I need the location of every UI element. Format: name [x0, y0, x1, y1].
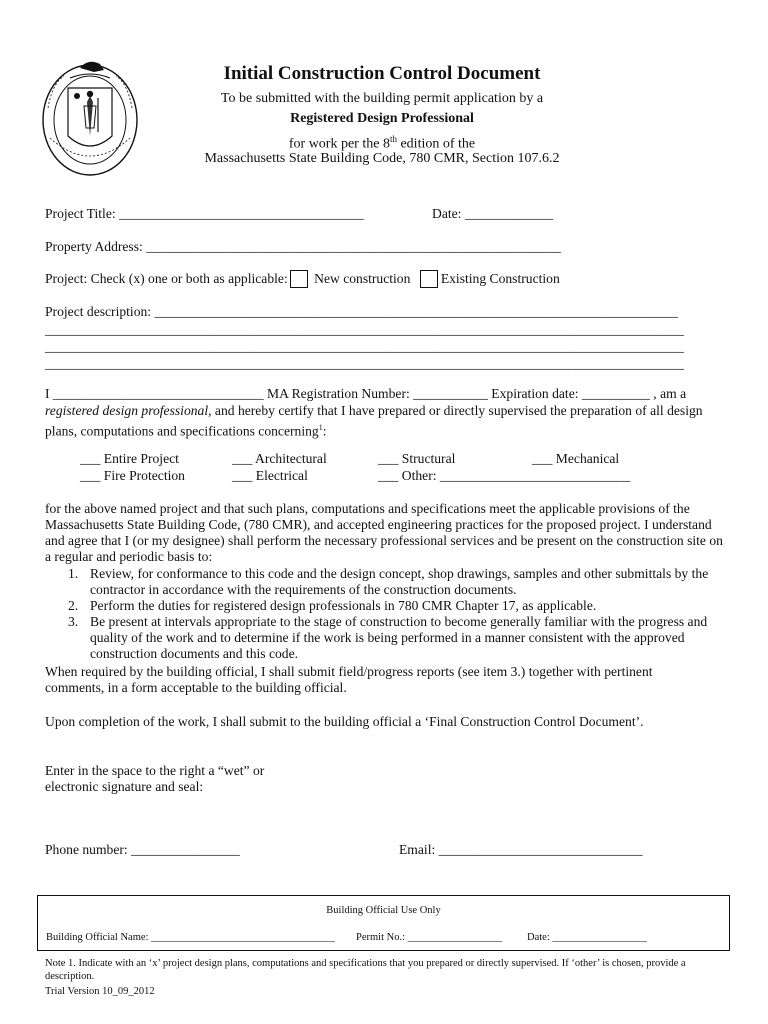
project-check-label: Project: Check (x) one or both as applicable: [45, 271, 288, 286]
property-address-field[interactable]: Property Address: _____________________________________________________________ [45, 239, 561, 254]
discipline-fire-protection[interactable]: ___ Fire Protection [80, 468, 185, 483]
list-item: 1. Review, for conformance to this code and the design concept, shop drawings, samples and other submittals by the contractor in accordance with the requirements of the construction documents. [68, 566, 709, 597]
existing-construction-label: Existing Construction [440, 271, 560, 286]
permit-number-field[interactable]: Permit No.: __________________ [356, 932, 503, 943]
email-field[interactable]: Email: ______________________________ [399, 842, 643, 857]
footnote: Note 1. Indicate with an ‘x’ project design plans, computations and specifications that you prepared or directly supervised. If ‘other’ is chosen, provide a description. [45, 958, 686, 982]
agreement-paragraph: for the above named project and that such plans, computations and specifications meet the applicable provisions of the Massachusetts State Building Code, (780 CMR), and accepted engineering practices for the proposed project. I understand and agree that I (or my designee) shall perform the necessary professional services and be present on the construction site on a regular and periodic basis to: [45, 501, 723, 564]
completion-paragraph: Upon completion of the work, I shall submit to the building official a ‘Final Construction Control Document’. [45, 714, 644, 729]
list-item: 2. Perform the duties for registered design professionals in 780 CMR Chapter 17, as applicable. [68, 598, 597, 613]
massachusetts-seal [40, 48, 140, 178]
project-description-field[interactable]: Project description: _____________________________________________________________________________ [45, 304, 678, 319]
header-line-1: To be submitted with the building permit application by a [220, 91, 544, 106]
discipline-structural[interactable]: ___ Structural [378, 451, 456, 466]
header-line-3: for work per the 8th edition of the [288, 134, 476, 152]
header-line-2: Registered Design Professional [290, 111, 474, 126]
header-line-4: Massachusetts State Building Code, 780 CMR, Section 107.6.2 [204, 151, 560, 166]
registration-line[interactable]: I _______________________________ MA Registration Number: ___________ Expiration date: __________ , am a [45, 386, 687, 401]
phone-field[interactable]: Phone number: ________________ [45, 842, 240, 857]
description-line[interactable]: ______________________________________________________________________________________________ [45, 356, 684, 371]
new-construction-checkbox[interactable] [290, 270, 308, 288]
duties-list [68, 566, 728, 662]
signature-instruction-2: electronic signature and seal: [45, 779, 204, 794]
official-date-field[interactable]: Date: __________________ [527, 932, 647, 943]
existing-construction-checkbox[interactable] [420, 270, 438, 288]
project-title-field[interactable]: Project Title: ____________________________________ [45, 206, 364, 221]
new-construction-label: New construction [314, 271, 411, 286]
description-line[interactable]: ______________________________________________________________________________________________ [45, 339, 684, 354]
project-type-row [45, 270, 560, 288]
discipline-other[interactable]: ___ Other: ____________________________ [378, 468, 631, 483]
discipline-mechanical[interactable]: ___ Mechanical [532, 451, 620, 466]
date-field[interactable]: Date: _____________ [432, 206, 554, 221]
discipline-electrical[interactable]: ___ Electrical [232, 468, 308, 483]
official-name-field[interactable]: Building Official Name: ___________________________________ [46, 932, 335, 943]
discipline-entire-project[interactable]: ___ Entire Project [80, 451, 179, 466]
list-item: 3. Be present at intervals appropriate to the stage of construction to become generally familiar with the progress and quality of the work and to determine if the work is being performed in a manner consistent with the approved construction documents and this code. [68, 614, 708, 661]
concerning-line: plans, computations and specifications concerning$^1$: [45, 423, 327, 439]
reports-paragraph: When required by the building official, I shall submit field/progress reports (see item 3.) together with pertinent comments, in a form acceptable to the building official. [45, 664, 653, 695]
building-official-box [37, 895, 730, 951]
official-use-heading: Building Official Use Only [326, 905, 441, 916]
version-label: Trial Version 10_09_2012 [45, 986, 155, 997]
document-title: Initial Construction Control Document [223, 63, 541, 84]
signature-instruction-1: Enter in the space to the right a “wet” or [45, 763, 265, 778]
discipline-architectural[interactable]: ___ Architectural [232, 451, 327, 466]
description-line[interactable]: ______________________________________________________________________________________________ [45, 322, 684, 337]
certify-line: registered design professional, and hereby certify that I have prepared or directly supervised the preparation of all design [45, 403, 703, 418]
